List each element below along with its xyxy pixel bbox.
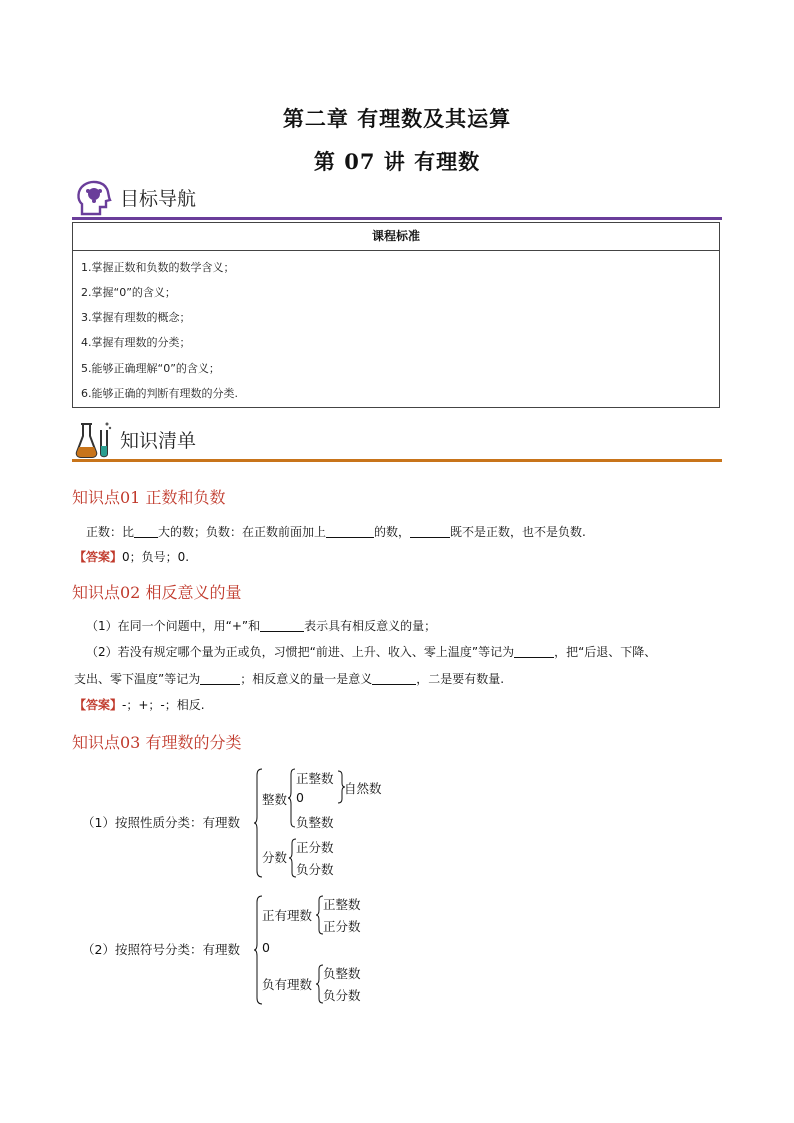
c1-pos-int: 正整数	[296, 771, 334, 786]
c1-pos-frac: 正分数	[296, 840, 334, 855]
standard-item: 6.能够正确的判断有理数的分类.	[81, 387, 238, 400]
kp2-text-part: （1）在同一个问题中，用“+”和	[86, 619, 261, 633]
chapter-title: 第二章 有理数及其运算	[282, 106, 512, 131]
c2-neg-frac: 负分数	[323, 988, 361, 1003]
kp2-text-part: ，二是要有数量.	[416, 672, 505, 686]
answer-tag: 【答案】	[74, 698, 123, 712]
c2-prefix: （2）按照符号分类：有理数	[82, 942, 240, 957]
standard-item: 5.能够正确理解“0”的含义；	[81, 362, 220, 375]
c1-fraction: 分数	[262, 850, 288, 865]
c2-neg-rat: 负有理数	[262, 977, 313, 992]
head-brain-icon	[74, 178, 114, 218]
c2-zero: 0	[262, 940, 270, 955]
c1-natural: 自然数	[344, 781, 382, 796]
blank	[134, 525, 158, 538]
c1-integer: 整数	[262, 792, 288, 807]
standards-box	[72, 222, 720, 408]
c1-neg-frac: 负分数	[296, 862, 334, 877]
knowledge-rule	[72, 459, 722, 462]
standard-item: 1.掌握正数和负数的数学含义；	[81, 261, 235, 274]
kp1-answer	[74, 548, 189, 565]
flask-icon	[74, 420, 114, 460]
c2-pos-frac: 正分数	[323, 919, 361, 934]
c2-neg-int: 负整数	[323, 966, 361, 981]
blank	[326, 525, 374, 538]
kp2-text-part: ，把“后退、下降、	[554, 645, 657, 659]
c1-neg-int: 负整数	[296, 815, 334, 830]
goals-label: 目标导航	[120, 188, 197, 210]
standard-item: 2.掌握“0”的含义；	[81, 286, 176, 299]
goals-rule	[72, 217, 722, 220]
c1-prefix: （1）按照性质分类：有理数	[82, 815, 240, 830]
standard-item: 3.掌握有理数的概念；	[81, 311, 191, 324]
kp2-text-part: 表示具有相反意义的量；	[304, 619, 437, 633]
kp2-line1	[86, 617, 436, 634]
answer-tag: 【答案】	[74, 550, 123, 564]
standards-heading: 课程标准	[73, 223, 719, 251]
goals-banner	[72, 176, 722, 220]
standard-item: 4.掌握有理数的分类；	[81, 336, 191, 349]
kp3-title: 知识点03 有理数的分类	[72, 733, 242, 752]
blank	[410, 525, 450, 538]
blank	[200, 672, 240, 685]
blank	[514, 645, 554, 658]
blank	[372, 672, 416, 685]
kp2-text-part: 支出、零下温度”等记为	[74, 672, 201, 686]
c2-pos-rat: 正有理数	[262, 908, 313, 923]
kp1-text-part: 的数，	[374, 525, 411, 539]
kp2-text-part: ；相反意义的量一是意义	[240, 672, 373, 686]
knowledge-label: 知识清单	[120, 430, 197, 452]
answer-text: -；+；-；相反.	[122, 698, 205, 712]
answer-text: 0；负号；0.	[122, 550, 190, 564]
kp1-text-part: 大的数；负数：在正数前面加上	[158, 525, 327, 539]
kp1-text-part: 正数：比	[86, 525, 135, 539]
blank	[260, 619, 304, 632]
kp1-title: 知识点01 正数和负数	[72, 488, 226, 507]
kp2-title: 知识点02 相反意义的量	[72, 583, 242, 602]
kp2-line2	[86, 643, 656, 660]
kp2-text-part: （2）若没有规定哪个量为正或负，习惯把“前进、上升、收入、零上温度”等记为	[86, 645, 515, 659]
lesson-title: 第 07 讲 有理数	[313, 149, 481, 174]
c2-pos-int: 正整数	[323, 897, 361, 912]
kp1-text-part: 既不是正数，也不是负数.	[450, 525, 586, 539]
kp2-line3	[74, 670, 504, 687]
knowledge-banner	[72, 418, 722, 462]
kp1-text	[86, 523, 586, 540]
kp2-answer	[74, 696, 205, 713]
c1-zero: 0	[296, 790, 304, 805]
c1-integer-brace	[288, 767, 296, 829]
